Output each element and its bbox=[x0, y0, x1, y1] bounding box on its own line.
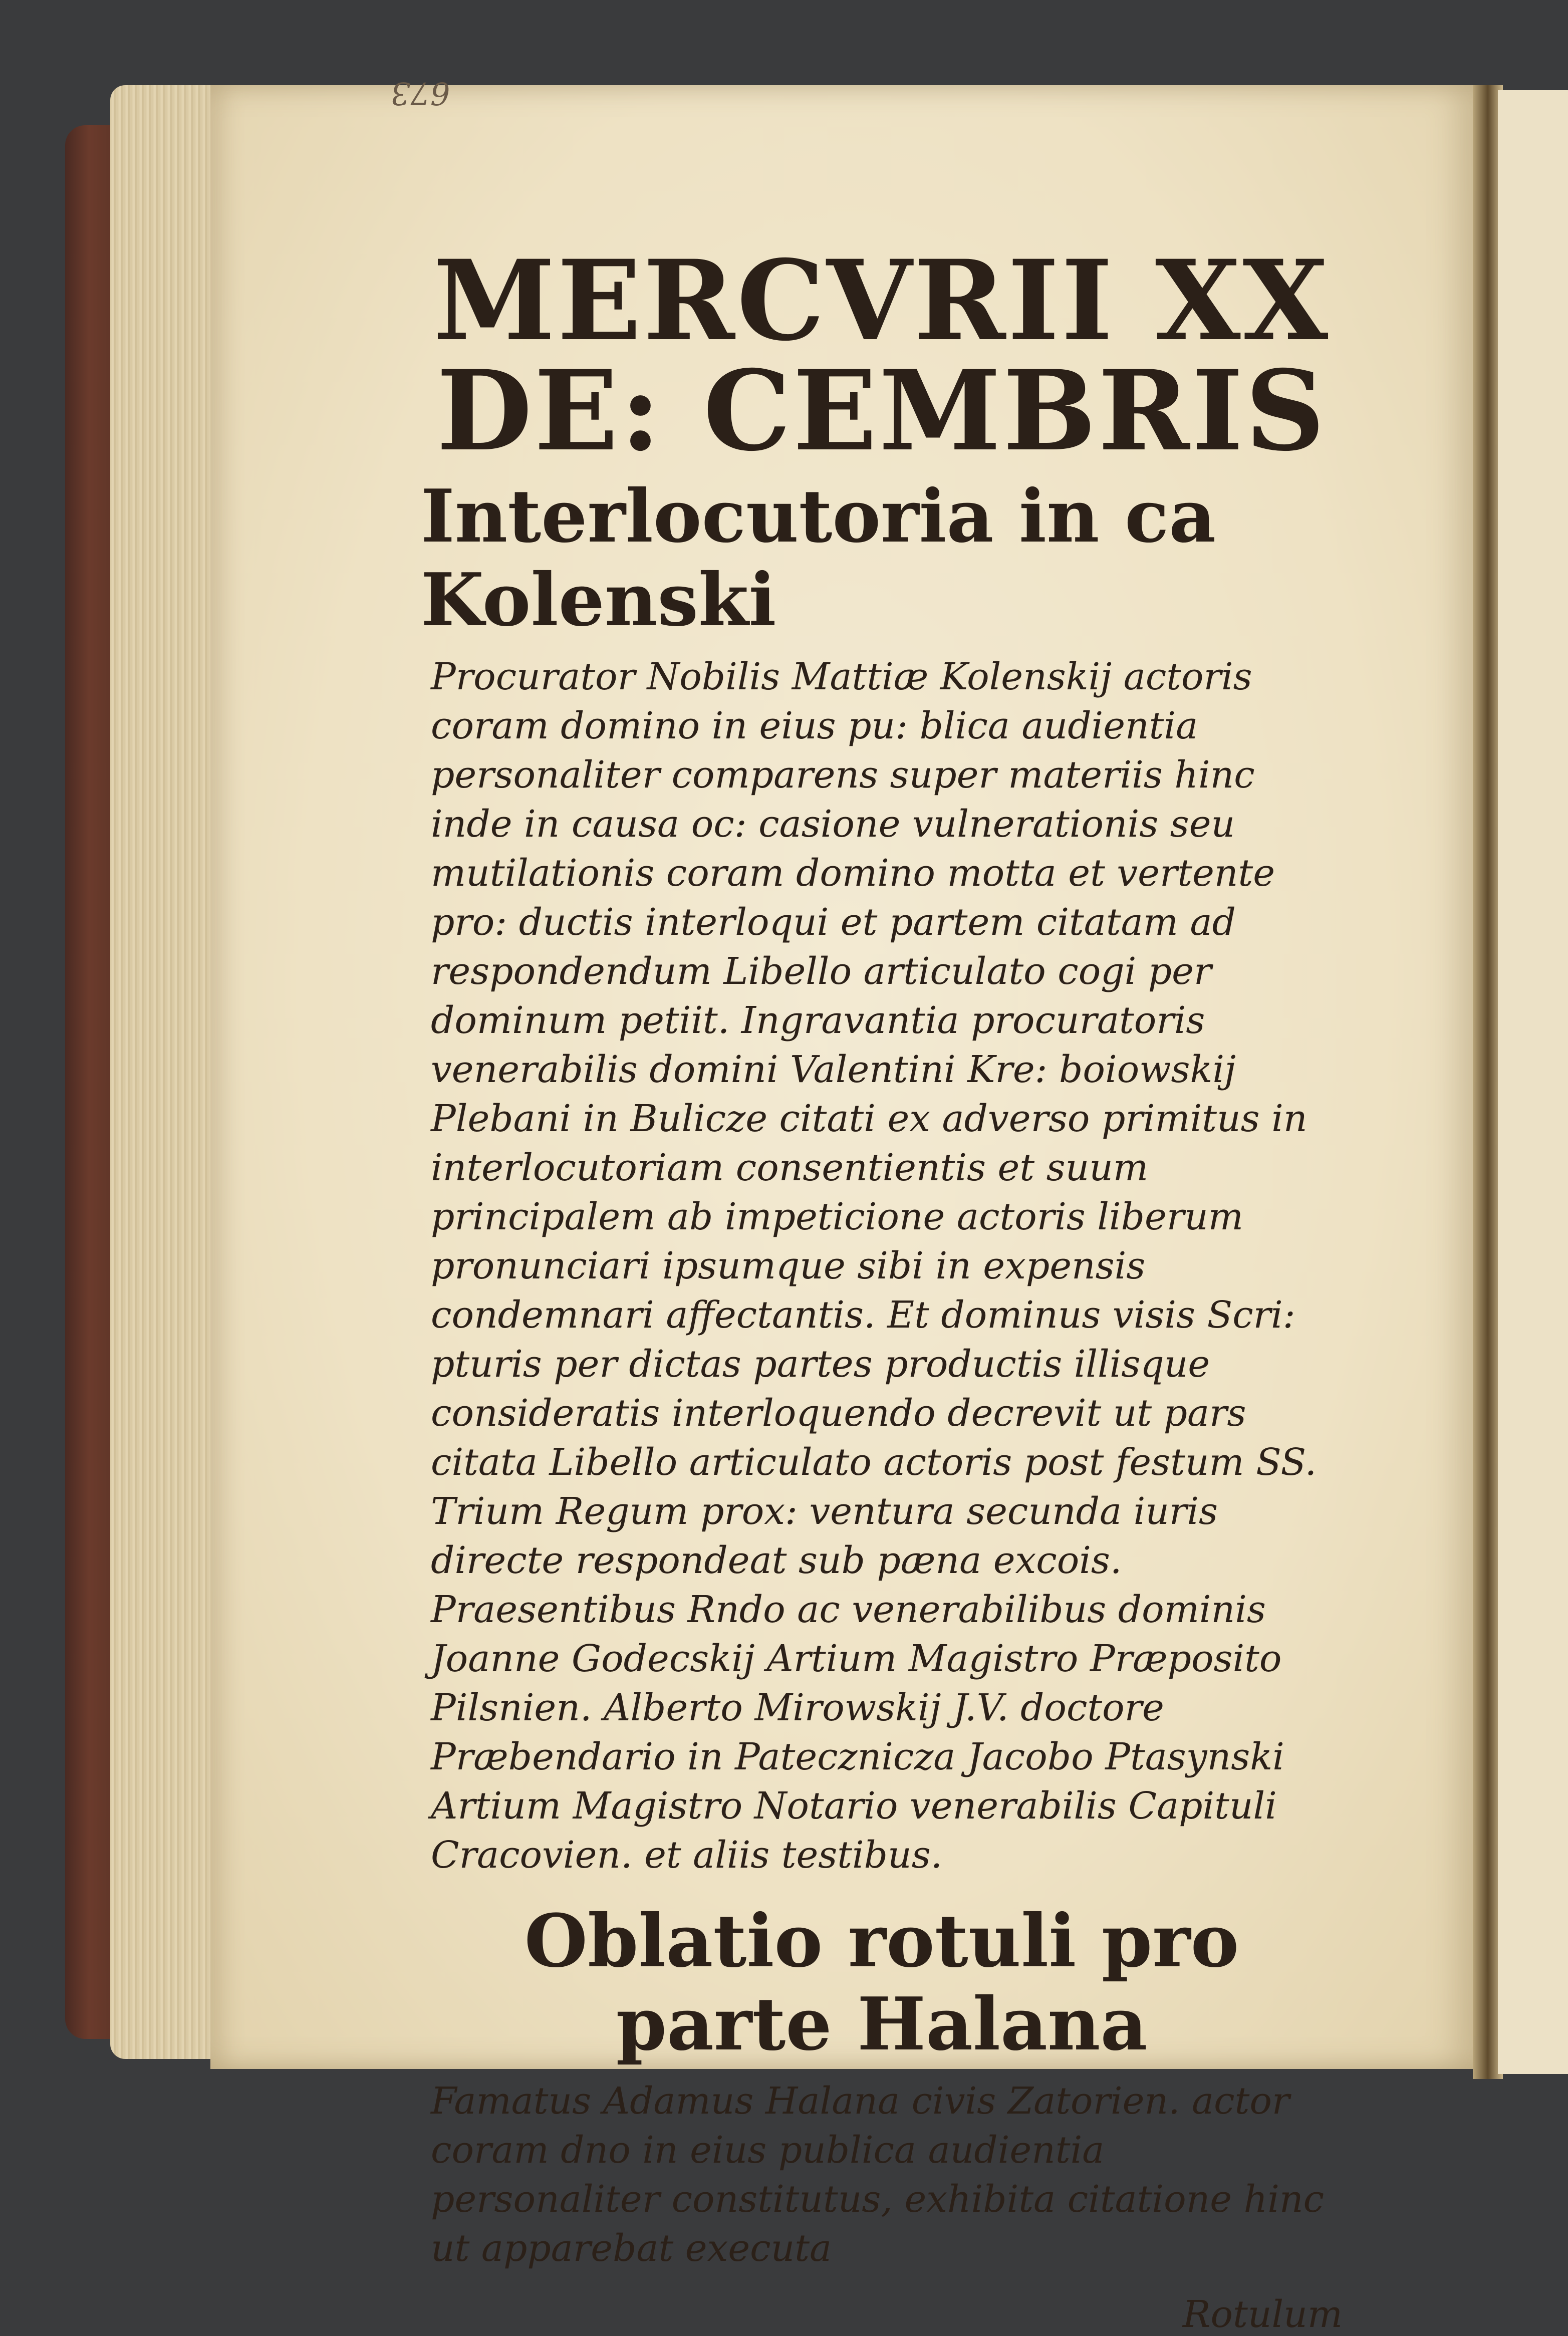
manuscript-text bbox=[421, 235, 1343, 2336]
entry-title: Interlocutoria in ca Kolenski bbox=[421, 474, 1216, 643]
page-edges bbox=[110, 85, 225, 2059]
catchword: Rotulum bbox=[1182, 2293, 1343, 2336]
entry-text: Famatus Adamus Halana civis Zatorien. actor coram dno in eius publica audientia personaliter constitutus, exhibita citatione hinc ut apparebat executa bbox=[431, 2080, 1325, 2270]
entry-text: Procurator Nobilis Mattiæ Kolenskij actoris coram domino in eius pu: blica audientia personaliter comparens super materiis hinc inde in causa oc: casione vulnerationis seu mutilationis coram domino motta et vertente pro: ductis interloqui et partem citatam ad respondendum Libello articulato cogi per dominum petiit. Ingravantia procuratoris venerabilis domini Valentini Kre: boiowskij Plebani in Bulicze citati ex adverso primitus in interlocutoriam consentientis et suum principalem ab impeticione actoris liberum pronunciari ipsumque sibi in expensis condemnari affectantis. Et dominus visis Scri: pturis per dictas partes productis illisque consideratis interloquendo decrevit ut pars citata Libello articulato actoris post festum SS. Trium Regum prox: ventura secunda iuris directe respondeat sub pæna excois. Praesentibus Rndo ac venerabilibus dominis Joanne Godecskij Artium Magistro Præposito Pilsnien. Alberto Mirowskij J.V. doctore Præbendario in Patecznicza Jacobo Ptasynski Artium Magistro Notario venerabilis Capituli Cracovien. et aliis testibus. bbox=[431, 655, 1317, 1877]
date-heading: MERCVRII XX DE: CEMBRIS bbox=[433, 235, 1331, 475]
entry-title: Oblatio rotuli pro parte Halana bbox=[524, 1898, 1239, 2067]
folio-number: 673 bbox=[391, 75, 450, 112]
facing-page-edge bbox=[1498, 90, 1568, 2074]
